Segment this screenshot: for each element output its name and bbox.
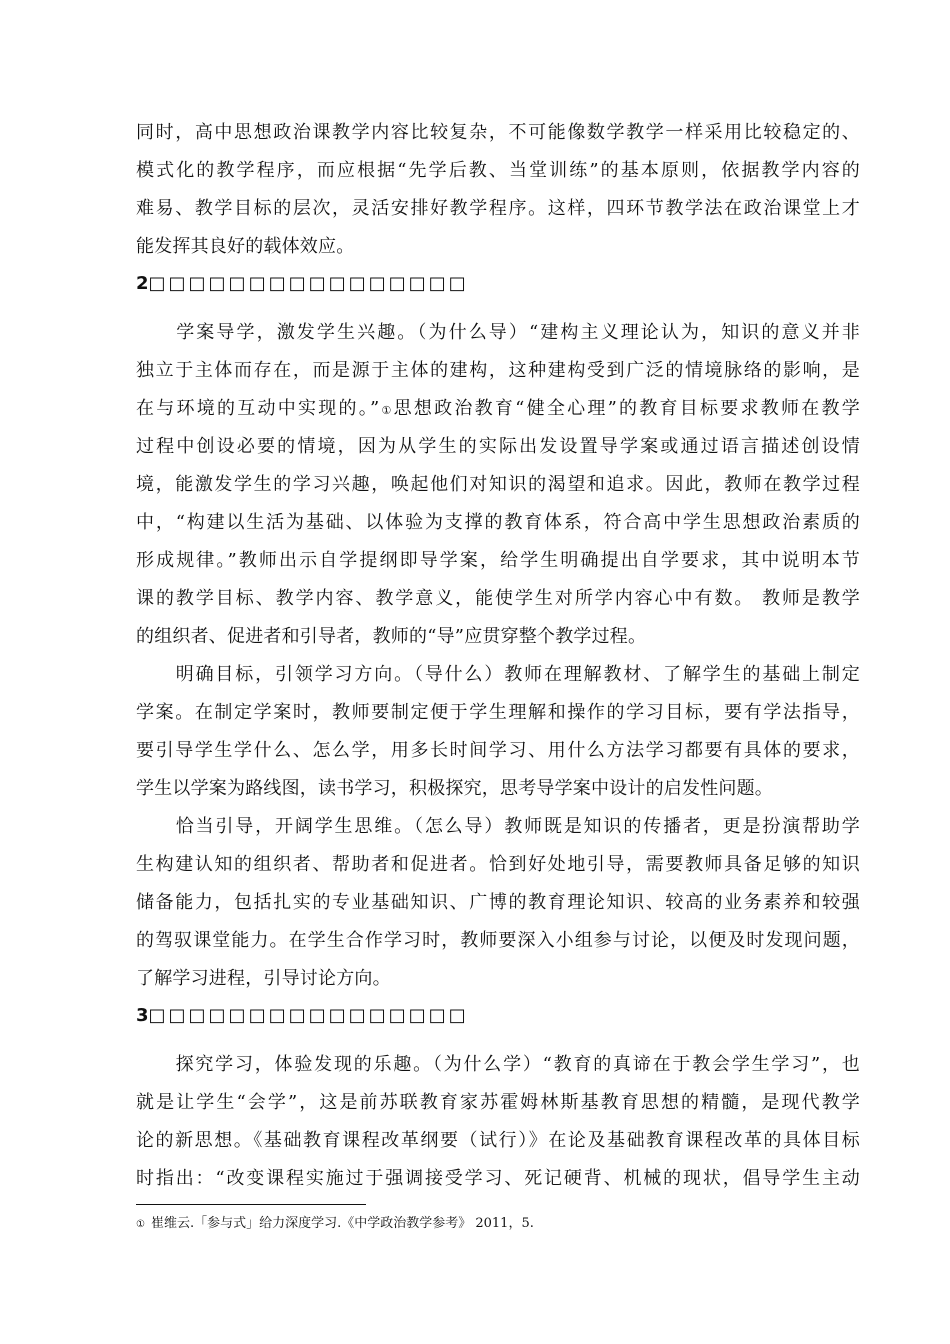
body-line: 课的教学目标、教学内容、教学意义，能使学生对所学内容心中有数。 教师是教学	[136, 588, 860, 609]
heading-text: □□□□□□□□□□□□□□□□	[148, 273, 469, 294]
body-line: 储备能力，包括扎实的专业基础知识、广博的教育理论知识、较高的业务素养和较强	[136, 892, 860, 913]
body-line: 明确目标，引领学习方向。（导什么）教师在理解教材、了解学生的基础上制定	[136, 664, 860, 685]
footnote-text: 崔维云.「参与式」给力深度学习.《中学政治教学参考》 2011，5.	[150, 1216, 534, 1231]
body-line: 恰当引导，开阔学生思维。（怎么导）教师既是知识的传播者，更是扮演帮助学	[136, 816, 860, 837]
body-line: 能发挥其良好的载体效应。	[136, 236, 355, 257]
section-heading-2	[136, 272, 469, 296]
body-line: 时指出：“改变课程实施过于强调接受学习、死记硬背、机械的现状，倡导学生主动	[136, 1168, 860, 1189]
body-line: 形成规律。”教师出示自学提纲即导学案，给学生明确提出自学要求，其中说明本节	[136, 550, 860, 571]
heading-text: □□□□□□□□□□□□□□□□	[148, 1005, 469, 1026]
footnote	[136, 1215, 534, 1234]
body-line: 就是让学生“会学”，这是前苏联教育家苏霍姆林斯基教育思想的精髓，是现代教学	[136, 1092, 860, 1113]
body-line: 独立于主体而存在，而是源于主体的建构，这种建构受到广泛的情境脉络的影响，是	[136, 360, 860, 381]
body-line: 学案。在制定学案时，教师要制定便于学生理解和操作的学习目标，要有学法指导，	[136, 702, 860, 723]
footnote-divider	[136, 1204, 366, 1205]
body-line: 过程中创设必要的情境，因为从学生的实际出发设置导学案或通过语言描述创设情	[136, 436, 860, 457]
body-text: 思想政治教育“健全心理”的教育目标要求教师在教学	[393, 398, 861, 419]
body-line: 生构建认知的组织者、帮助者和促进者。恰到好处地引导，需要教师具备足够的知识	[136, 854, 860, 875]
footnote-reference[interactable]: ①	[379, 404, 394, 417]
body-line: 的驾驭课堂能力。在学生合作学习时，教师要深入小组参与讨论，以便及时发现问题，	[136, 930, 860, 951]
body-line	[136, 397, 860, 423]
body-line: 了解学习进程，引导讨论方向。	[136, 968, 391, 989]
section-heading-3	[136, 1004, 469, 1028]
body-line: 学生以学案为路线图，读书学习，积极探究，思考导学案中设计的启发性问题。	[136, 778, 773, 799]
body-line: 模式化的教学程序，而应根据“先学后教、当堂训练”的基本原则，依据教学内容的	[136, 160, 860, 181]
heading-number: 3	[136, 1005, 149, 1026]
body-text: 在与环境的互动中实现的。”	[136, 398, 380, 419]
body-line: 学案导学，激发学生兴趣。（为什么导）“建构主义理论认为，知识的意义并非	[136, 322, 860, 343]
body-line: 的组织者、促进者和引导者，教师的“导”应贯穿整个教学过程。	[136, 626, 647, 647]
heading-number: 2	[136, 273, 149, 294]
body-line: 境，能激发学生的学习兴趣，唤起他们对知识的渴望和追求。因此，教师在教学过程	[136, 474, 860, 495]
body-line: 中，“构建以生活为基础、以体验为支撑的教育体系，符合高中学生思想政治素质的	[136, 512, 860, 533]
body-line: 要引导学生学什么、怎么学，用多长时间学习、用什么方法学习都要有具体的要求，	[136, 740, 860, 761]
footnote-mark: ①	[136, 1219, 145, 1230]
body-line: 探究学习，体验发现的乐趣。（为什么学）“教育的真谛在于教会学生学习”，也	[136, 1054, 860, 1075]
body-line: 难易、教学目标的层次，灵活安排好教学程序。这样，四环节教学法在政治课堂上才	[136, 198, 860, 219]
body-line: 同时，高中思想政治课教学内容比较复杂，不可能像数学教学一样采用比较稳定的、	[136, 122, 860, 143]
body-line: 论的新思想。《基础教育课程改革纲要（试行）》在论及基础教育课程改革的具体目标	[136, 1130, 860, 1151]
